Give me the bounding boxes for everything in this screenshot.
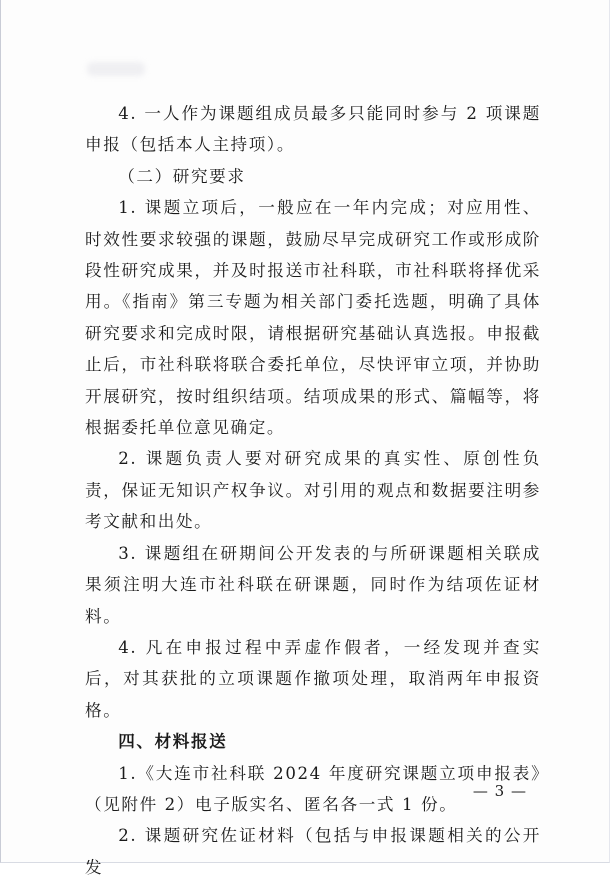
paragraph-requirement-4: 4. 凡在申报过程中弄虚作假者，一经发现并查实后，对其获批的立项课题作撤项处理，取消两年申报资格。 (85, 637, 541, 720)
page-number: — 3 — (472, 782, 527, 800)
paragraph-requirement-2: 2. 课题负责人要对研究成果的真实性、原创性负责，保证无知识产权争议。对引用的观点和数据要注明参考文献和出处。 (85, 449, 541, 532)
paragraph-submission-1: 1.《大连市社科联 2024 年度研究课题立项申报表》（见附件 2）电子版实名、匿名各一式 1 份。 (85, 763, 541, 814)
section-heading-research-requirements: （二）研究要求 (118, 166, 246, 186)
scan-smudge (87, 62, 145, 76)
document-body (85, 98, 541, 883)
paragraph-requirement-1: 1. 课题立项后，一般应在一年内完成；对应用性、时效性要求较强的课题，鼓励尽早完成研究工作或形成阶段性研究成果，并及时报送市社科联，市社科联将择优采用。《指南》第三专题为相关部门委托选题，明确了具体研究要求和完成时限，请根据研究基础认真选报。申报截止后，市社科联将联合委托单位，尽快评审立项，并协助开展研究，按时组织结项。结项成果的形式、篇幅等，将根据委托单位意见确定。 (85, 198, 541, 438)
paragraph-submission-2: 2. 课题研究佐证材料（包括与申报课题相关的公开发 (85, 826, 541, 877)
paragraph-requirement-3: 3. 课题组在研期间公开发表的与所研课题相关联成果须注明大连市社科联在研课题，同时作为结项佐证材料。 (85, 543, 541, 626)
section-heading-material-submission: 四、材料报送 (118, 732, 228, 752)
paragraph-participation-limit: 4. 一人作为课题组成员最多只能同时参与 2 项课题申报（包括本人主持项）。 (85, 104, 541, 155)
